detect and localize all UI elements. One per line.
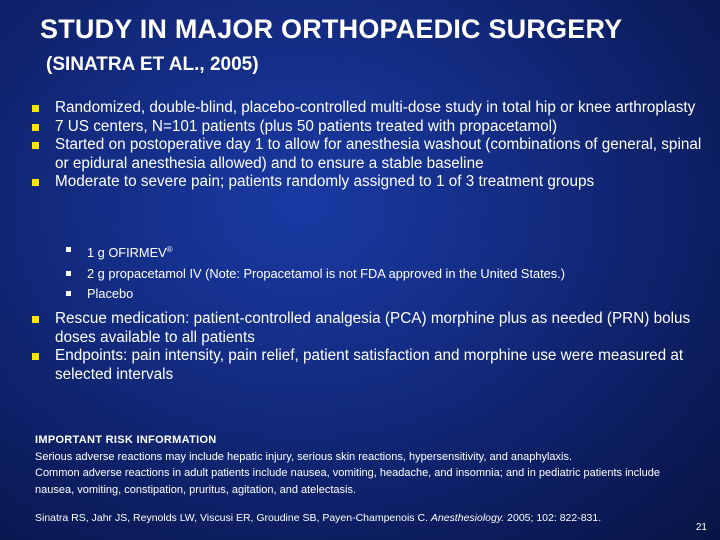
slide-title: STUDY IN MAJOR ORTHOPAEDIC SURGERY <box>40 14 623 44</box>
citation-authors: Sinatra RS, Jahr JS, Reynolds LW, Viscusi ER, Groudine SB, Payen-Champenois C. <box>35 512 431 524</box>
bullet-item <box>32 118 702 137</box>
bullet-item <box>32 173 702 192</box>
bullet-text: Rescue medication: patient-controlled analgesia (PCA) morphine plus as needed (PRN) bolus doses available to all patients <box>55 310 691 346</box>
square-bullet-icon <box>32 124 39 131</box>
square-bullet-icon <box>32 316 39 323</box>
square-sub-bullet-icon <box>66 247 71 252</box>
sub-bullet-item <box>66 240 706 264</box>
bullet-text: Endpoints: pain intensity, pain relief, patient satisfaction and morphine use were measured at selected intervals <box>55 347 684 383</box>
square-bullet-icon <box>32 179 39 186</box>
risk-information <box>35 432 695 498</box>
sub-bullet-text: 1 g OFIRMEV <box>87 245 167 260</box>
bullet-item <box>32 347 702 384</box>
bullet-item <box>32 99 702 118</box>
secondary-bullet-list <box>32 310 702 384</box>
bullet-item <box>32 310 702 347</box>
risk-text: Common adverse reactions in adult patients include nausea, vomiting, headache, and insomnia; and in pediatric patients include nausea, vomiting, constipation, pruritus, agitation, and atelectasis. <box>35 467 660 496</box>
square-bullet-icon <box>32 105 39 112</box>
sub-bullet-text: Placebo <box>87 286 134 301</box>
square-sub-bullet-icon <box>66 271 71 276</box>
treatment-group-list <box>66 240 706 305</box>
page-number: 21 <box>695 522 707 533</box>
risk-heading: IMPORTANT RISK INFORMATION <box>35 434 217 446</box>
square-bullet-icon <box>32 142 39 149</box>
main-bullet-list <box>32 99 702 192</box>
citation <box>35 512 601 524</box>
citation-journal: Anesthesiology. <box>430 512 505 524</box>
bullet-item <box>32 136 702 173</box>
bullet-text: Randomized, double-blind, placebo-controlled multi-dose study in total hip or knee arthroplasty <box>55 99 696 116</box>
slide-subtitle: (SINATRA ET AL., 2005) <box>46 54 259 75</box>
square-sub-bullet-icon <box>66 291 71 296</box>
risk-text: Serious adverse reactions may include hepatic injury, serious skin reactions, hypersensitivity, and anaphylaxis. <box>35 450 573 463</box>
sub-bullet-text: 2 g propacetamol IV (Note: Propacetamol is not FDA approved in the United States.) <box>87 265 566 281</box>
registered-mark: ® <box>166 245 173 254</box>
bullet-text: Moderate to severe pain; patients randomly assigned to 1 of 3 treatment groups <box>55 173 595 191</box>
square-bullet-icon <box>32 353 39 360</box>
sub-bullet-item <box>66 284 706 305</box>
sub-bullet-item <box>66 264 706 285</box>
citation-details: 2005; 102: 822-831. <box>504 512 602 524</box>
bullet-text: 7 US centers, N=101 patients (plus 50 patients treated with propacetamol) <box>55 117 558 135</box>
bullet-text: Started on postoperative day 1 to allow for anesthesia washout (combinations of general, spinal or epidural anesthesia allowed) and to ensure a stable baseline <box>55 136 702 172</box>
